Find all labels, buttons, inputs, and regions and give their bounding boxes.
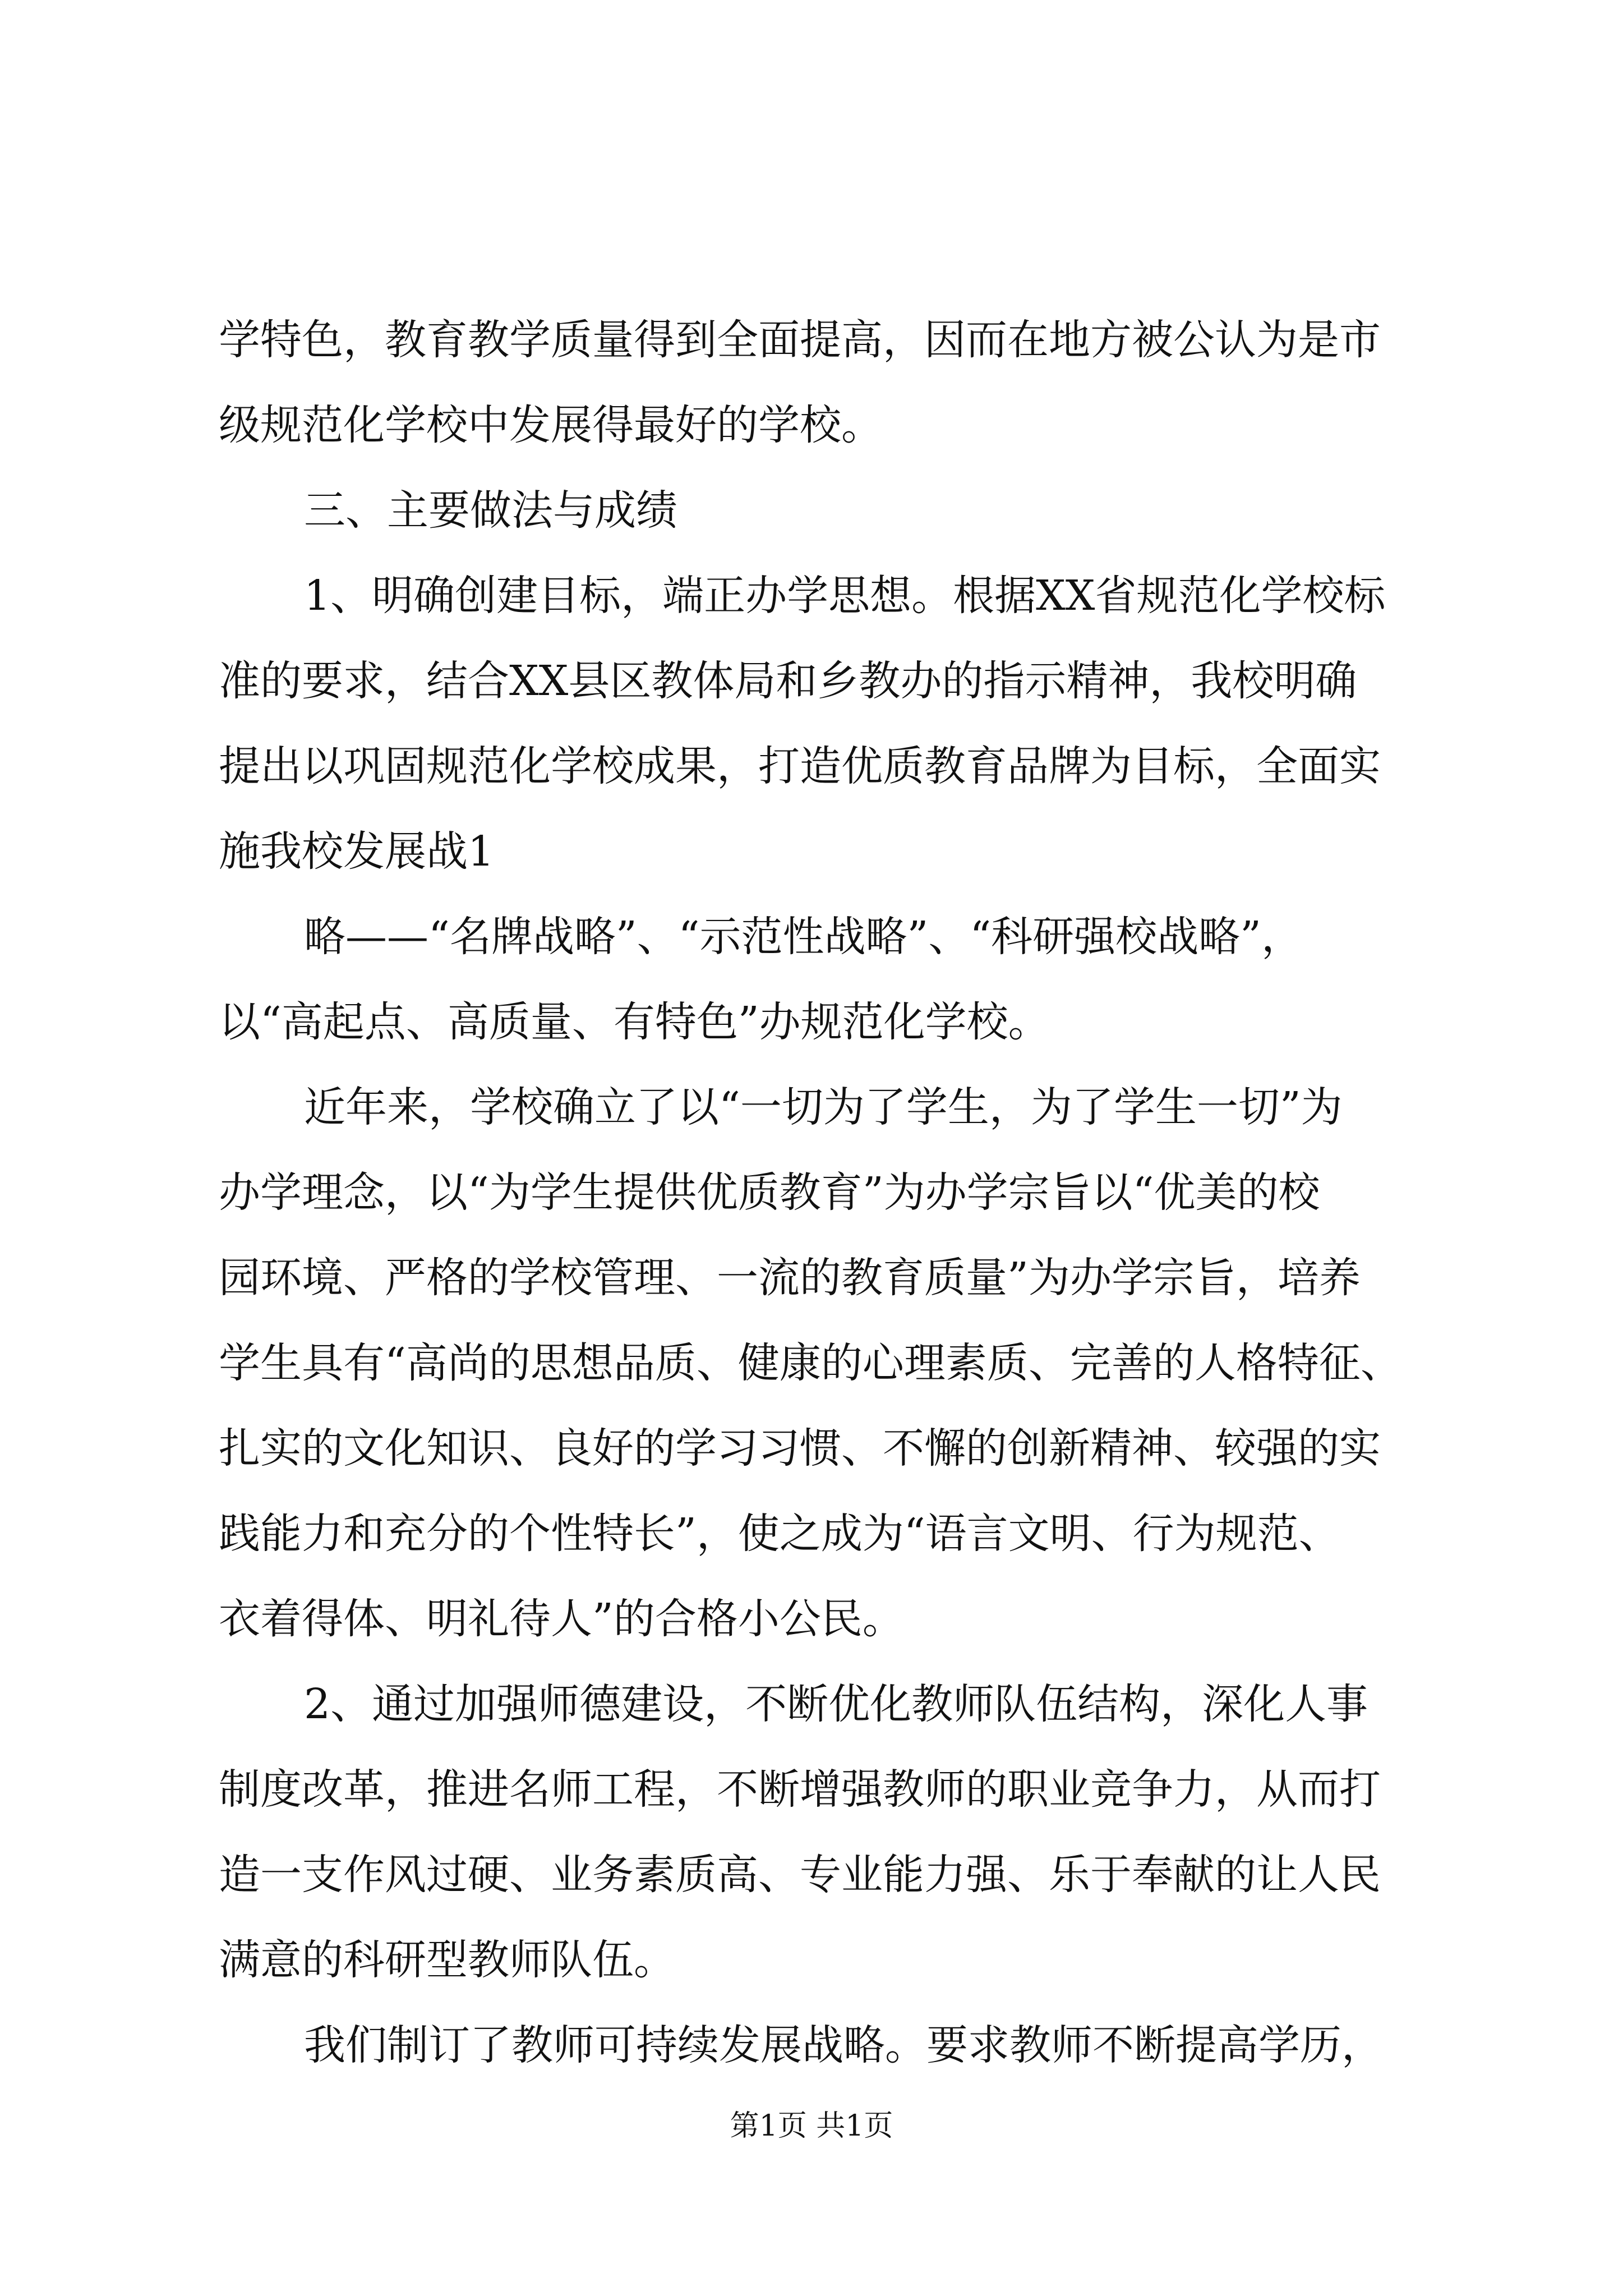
text-line: 施我校发展战1 xyxy=(219,827,495,876)
text-line: 近年来，学校确立了以“一切为了学生，为了学生一切”为 xyxy=(304,1083,1343,1131)
text-line: 学特色，教育教学质量得到全面提高，因而在地方被公认为是市 xyxy=(219,316,1381,364)
page-number-label: 第1页 共1页 xyxy=(730,2109,893,2143)
text-line: 以“高起点、高质量、有特色”办规范化学校。 xyxy=(219,998,1050,1046)
text-line: 准的要求，结合XX县区教体局和乡教办的指示精神，我校明确 xyxy=(219,657,1357,705)
text-line: 践能力和充分的个性特长”，使之成为“语言文明、行为规范、 xyxy=(219,1510,1340,1558)
text-line: 造一支作风过硬、业务素质高、专业能力强、乐于奉献的让人民 xyxy=(219,1851,1381,1899)
text-line: 提出以巩固规范化学校成果，打造优质教育品牌为目标，全面实 xyxy=(219,742,1381,790)
text-line: 扎实的文化知识、良好的学习习惯、不懈的创新精神、较强的实 xyxy=(219,1424,1381,1473)
text-line: 级规范化学校中发展得最好的学校。 xyxy=(219,401,883,449)
text-line: 略——“名牌战略”、“示范性战略”、“科研强校战略”， xyxy=(304,913,1303,961)
text-line: 1、明确创建目标，端正办学思想。根据XX省规范化学校标 xyxy=(304,572,1386,620)
text-line: 学生具有“高尚的思想品质、健康的心理素质、完善的人格特征、 xyxy=(219,1339,1402,1387)
text-line: 园环境、严格的学校管理、一流的教育质量”为办学宗旨，培养 xyxy=(219,1254,1361,1302)
page-footer xyxy=(0,2106,1623,2146)
text-line: 制度改革，推进名师工程，不断增强教师的职业竞争力，从而打 xyxy=(219,1765,1381,1814)
text-line: 我们制订了教师可持续发展战略。要求教师不断提高学历， xyxy=(304,2021,1383,2069)
text-line: 2、通过加强师德建设，不断优化教师队伍结构，深化人事 xyxy=(304,1680,1368,1728)
document-body xyxy=(219,297,1424,2088)
text-line: 满意的科研型教师队伍。 xyxy=(219,1936,675,1984)
text-line: 衣着得体、明礼待人”的合格小公民。 xyxy=(219,1595,904,1643)
section-heading: 三、主要做法与成绩 xyxy=(304,486,677,535)
text-line: 办学理念，以“为学生提供优质教育”为办学宗旨以“优美的校 xyxy=(219,1168,1320,1217)
